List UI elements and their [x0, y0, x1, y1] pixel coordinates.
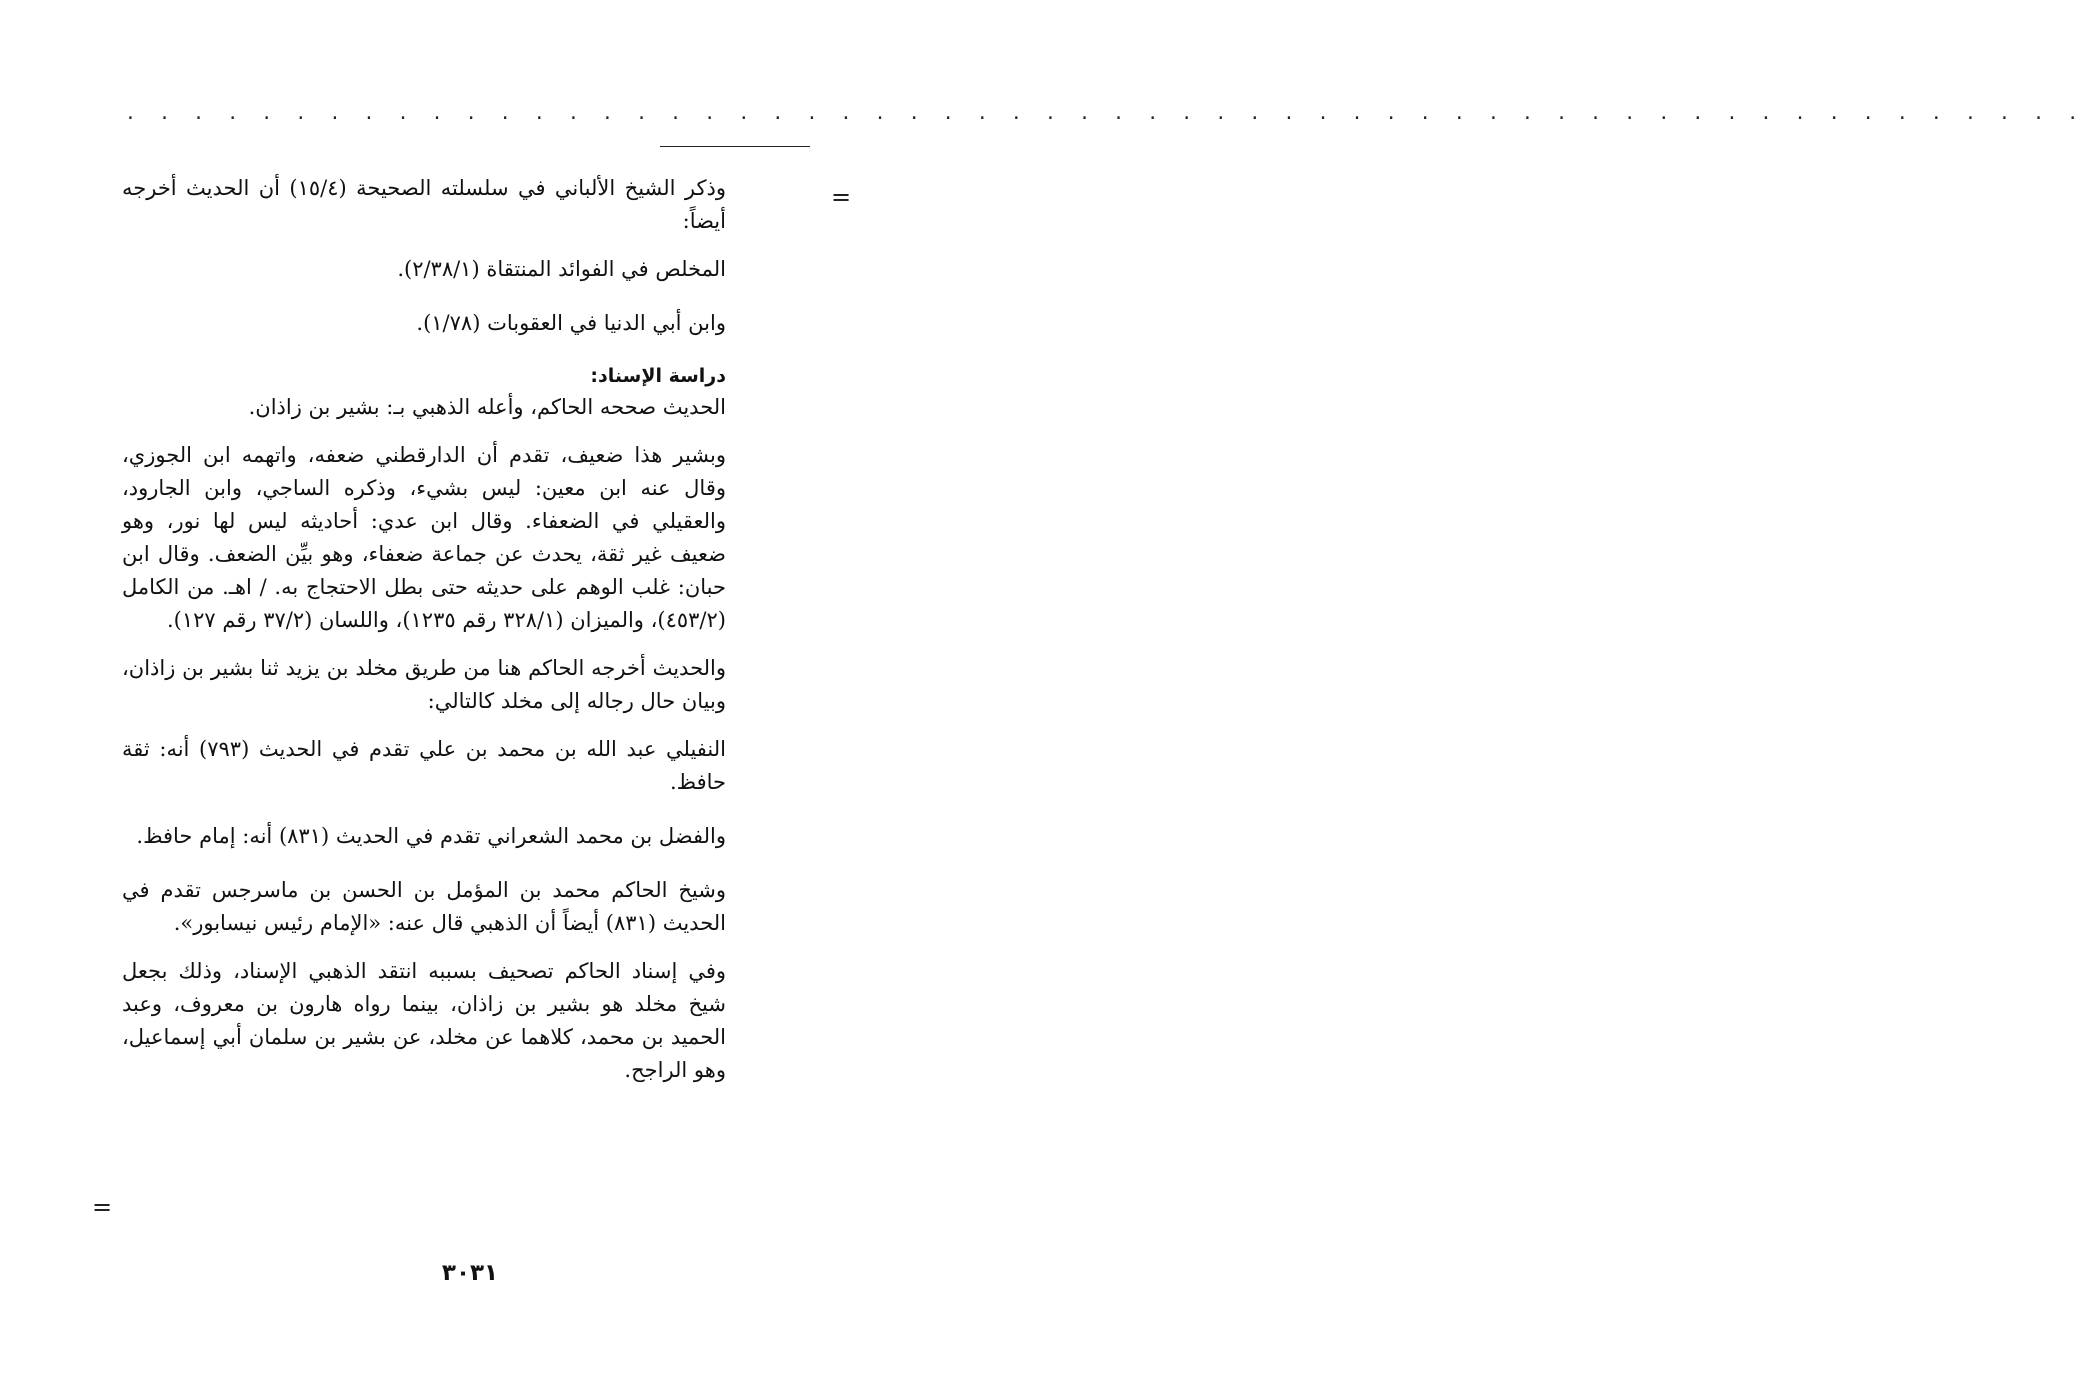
page-body [122, 172, 726, 1102]
paragraph-albani: وذكر الشيخ الألباني في سلسلته الصحيحة (١٥/٤) أن الحديث أخرجه أيضاً: [122, 176, 726, 233]
paragraph-bashir: وبشير هذا ضعيف، تقدم أن الدارقطني ضعفه، واتهمه ابن الجوزي، وقال عنه ابن معين: ليس بشيء، وذكره الساجي، وابن الجارود، والعقيلي في الضعفاء. وقال ابن عدي: أحاديثه ليس لها نور، وهو ضعيف غير ثقة، يحدث عن جماعة ضعفاء، وهو بيِّن الضعف. وقال ابن حبان: غلب الوهم على حديثه حتى بطل الاحتجاج به. / اهـ. من الكامل (٤٥٣/٢)، والميزان (٣٢٨/١ رقم ١٢٣٥)، واللسان (٣٧/٢ رقم ١٢٧). [122, 443, 726, 632]
paragraph-hakim: الحديث صححه الحاكم، وأعله الذهبي بـ: بشير بن زاذان. [248, 395, 726, 419]
header-dotted-line: . . . . . . . . . . . . . . . . . . . . . . . . . . . . . . . . . . . . . . . . . . . . . . . . . . . . . . . . . . [125, 103, 2084, 124]
paragraph-hakim-shaykh: وشيخ الحاكم محمد بن المؤمل بن الحسن بن ماسرجس تقدم في الحديث (٨٣١) أيضاً أن الذهبي قال عنه: «الإمام رئيس نيسابور». [122, 878, 726, 935]
page-number: ٣٠٣١ [441, 1260, 499, 1286]
header-rule [660, 146, 810, 147]
paragraph-ibn-abi-dunya: وابن أبي الدنيا في العقوبات (١/٧٨). [416, 311, 726, 335]
paragraph-nufayli: النفيلي عبد الله بن محمد بن علي تقدم في الحديث (٧٩٣) أنه: ثقة حافظ. [122, 737, 726, 794]
section-heading: دراسة الإسناد: [590, 365, 726, 387]
paragraph-fadl: والفضل بن محمد الشعراني تقدم في الحديث (٨٣١) أنه: إمام حافظ. [136, 824, 726, 848]
continuation-mark-top: = [831, 183, 852, 211]
continuation-mark-bottom: = [92, 1193, 113, 1221]
paragraph-tashif: وفي إسناد الحاكم تصحيف بسببه انتقد الذهبي الإسناد، وذلك بجعل شيخ مخلد هو بشير بن زاذان، بينما رواه هارون بن معروف، وعبد الحميد بن محمد، كلاهما عن مخلد، عن بشير بن سلمان أبي إسماعيل، وهو الراجح. [122, 959, 726, 1082]
paragraph-narrators: والحديث أخرجه الحاكم هنا من طريق مخلد بن يزيد ثنا بشير بن زاذان، وبيان حال رجاله إلى مخلد كالتالي: [122, 656, 726, 713]
paragraph-mukhallis: المخلص في الفوائد المنتقاة (٢/٣٨/١). [397, 257, 726, 281]
